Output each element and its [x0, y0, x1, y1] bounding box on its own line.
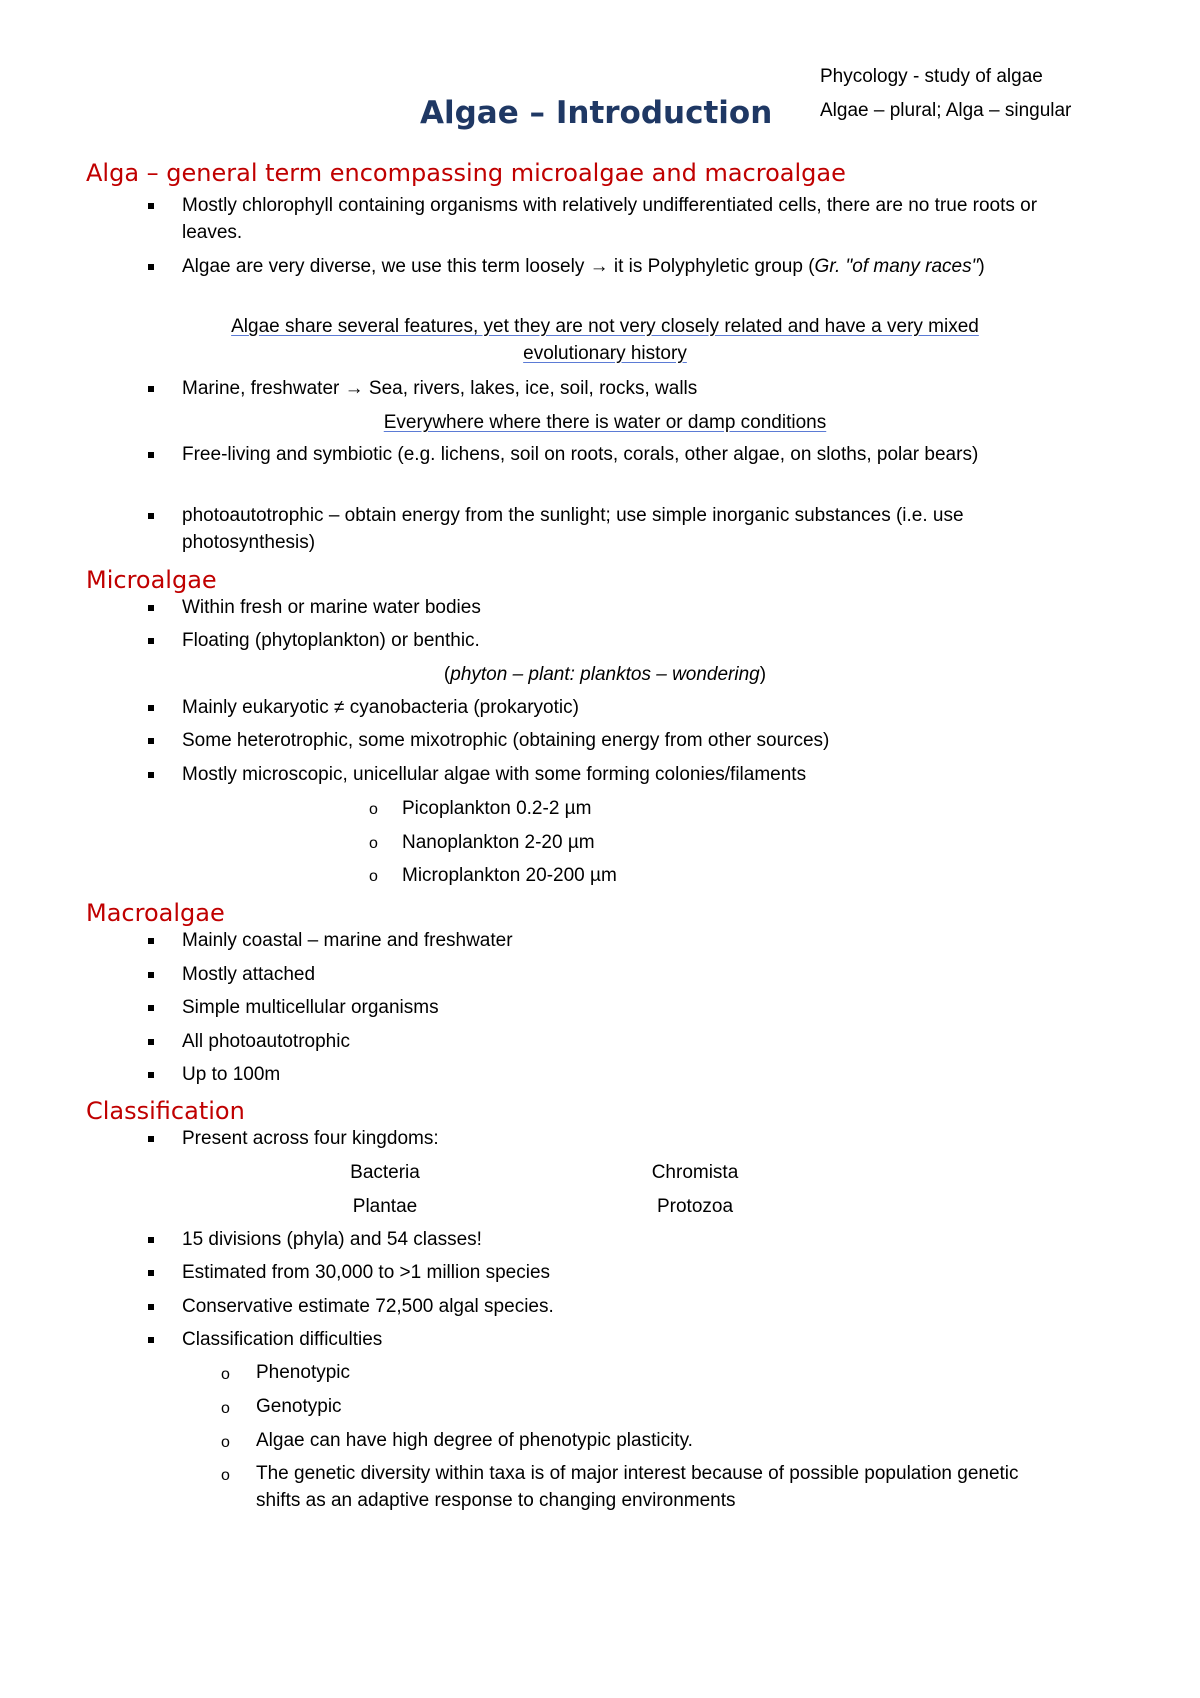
alga-note-everywhere: Everywhere where there is water or damp conditions	[383, 412, 827, 433]
class-sub-plasticity: Algae can have high degree of phenotypic plasticity.	[256, 1430, 693, 1451]
bullet-circle: o	[221, 1400, 230, 1417]
section-heading-microalgae: Microalgae	[86, 566, 217, 594]
bullet-circle: o	[221, 1366, 230, 1383]
bullet-square	[148, 452, 154, 458]
kingdom-plantae: Plantae	[352, 1196, 418, 1217]
micro-bullet-heterotrophic: Some heterotrophic, some mixotrophic (obtaining energy from other sources)	[182, 730, 830, 751]
bullet-square	[148, 1237, 154, 1243]
kingdom-chromista: Chromista	[651, 1162, 739, 1183]
class-sub-genotypic: Genotypic	[256, 1396, 342, 1417]
macro-bullet-coastal: Mainly coastal – marine and freshwater	[182, 930, 513, 951]
bullet-square	[148, 738, 154, 744]
side-note-plural: Algae – plural; Alga – singular	[820, 100, 1072, 121]
bullet-square	[148, 264, 154, 270]
section-heading-macroalgae: Macroalgae	[86, 899, 225, 927]
arrow-right-icon: →	[344, 378, 364, 399]
bullet-square	[148, 605, 154, 611]
bullet-square	[148, 1270, 154, 1276]
alga-note-features: Algae share several features, yet they are not very closely related and have a very mixed evolutionary history	[231, 316, 979, 364]
bullet-square	[148, 772, 154, 778]
section-heading-alga: Alga – general term encompassing microalgae and macroalgae	[86, 159, 846, 187]
bullet-square	[148, 705, 154, 711]
bullet-square	[148, 1005, 154, 1011]
alga-bullet-marine: Marine, freshwater → Sea, rivers, lakes, ice, soil, rocks, walls	[182, 378, 698, 399]
micro-bullet-eukaryotic: Mainly eukaryotic ≠ cyanobacteria (prokaryotic)	[182, 697, 579, 718]
bullet-square	[148, 1136, 154, 1142]
alga-bullet-freeliving: Free-living and symbiotic (e.g. lichens, soil on roots, corals, other algae, on sloths, polar bears)	[182, 444, 979, 465]
alga-bullet-diverse: Algae are very diverse, we use this term loosely → it is Polyphyletic group (Gr. "of many races")	[182, 256, 985, 277]
alga-bullet-photoautotrophic: photoautotrophic – obtain energy from the sunlight; use simple inorganic substances (i.e. use photosynthesis)	[182, 505, 964, 553]
bullet-square	[148, 1039, 154, 1045]
micro-sub-nanoplankton: Nanoplankton 2-20 µm	[402, 832, 595, 853]
micro-bullet-microscopic: Mostly microscopic, unicellular algae with some forming colonies/filaments	[182, 764, 807, 785]
class-bullet-divisions: 15 divisions (phyla) and 54 classes!	[182, 1229, 482, 1250]
class-bullet-kingdoms: Present across four kingdoms:	[182, 1128, 439, 1149]
section-heading-classification: Classification	[86, 1097, 245, 1125]
bullet-square	[148, 386, 154, 392]
micro-sub-picoplankton: Picoplankton 0.2-2 µm	[402, 798, 592, 819]
bullet-square	[148, 972, 154, 978]
kingdom-protozoa: Protozoa	[656, 1196, 734, 1217]
bullet-circle: o	[369, 835, 378, 852]
class-sub-genetic-diversity: The genetic diversity within taxa is of major interest because of possible population genetic shifts as an adaptive response to changing environments	[256, 1463, 1019, 1511]
micro-sub-microplankton: Microplankton 20-200 µm	[402, 865, 617, 886]
class-sub-phenotypic: Phenotypic	[256, 1362, 351, 1383]
alga-bullet-chlorophyll: Mostly chlorophyll containing organisms with relatively undifferentiated cells, there are no true roots or leaves.	[182, 195, 1038, 243]
bullet-square	[148, 203, 154, 209]
class-bullet-difficulties: Classification difficulties	[182, 1329, 383, 1350]
macro-bullet-multicellular: Simple multicellular organisms	[182, 997, 439, 1018]
macro-bullet-attached: Mostly attached	[182, 964, 316, 985]
bullet-circle: o	[221, 1467, 230, 1484]
micro-note-etymology: (phyton – plant: planktos – wondering)	[443, 664, 767, 685]
bullet-circle: o	[221, 1434, 230, 1451]
class-bullet-conservative: Conservative estimate 72,500 algal species.	[182, 1296, 554, 1317]
macro-bullet-size: Up to 100m	[182, 1064, 281, 1085]
bullet-square	[148, 638, 154, 644]
bullet-square	[148, 1072, 154, 1078]
micro-bullet-water: Within fresh or marine water bodies	[182, 597, 481, 618]
bullet-square	[148, 513, 154, 519]
bullet-circle: o	[369, 868, 378, 885]
bullet-square	[148, 1337, 154, 1343]
class-bullet-estimated: Estimated from 30,000 to >1 million species	[182, 1262, 551, 1283]
micro-bullet-floating: Floating (phytoplankton) or benthic.	[182, 630, 480, 651]
arrow-right-icon: →	[589, 256, 609, 277]
macro-bullet-photoautotrophic: All photoautotrophic	[182, 1031, 350, 1052]
bullet-circle: o	[369, 801, 378, 818]
bullet-square	[148, 1304, 154, 1310]
side-note-phycology: Phycology - study of algae	[820, 66, 1043, 87]
bullet-square	[148, 938, 154, 944]
kingdom-bacteria: Bacteria	[350, 1162, 420, 1183]
page-title: Algae – Introduction	[420, 95, 773, 131]
